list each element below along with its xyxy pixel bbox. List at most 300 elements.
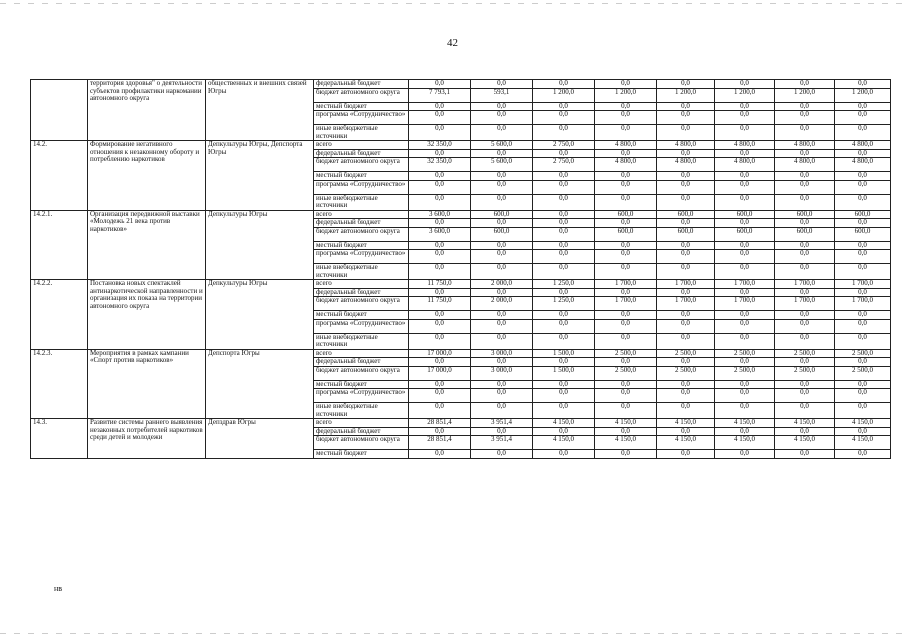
amount-cell: 0,0 (595, 319, 657, 333)
amount-cell: 0,0 (471, 80, 533, 89)
amount-cell: 0,0 (471, 102, 533, 111)
executor: Депкультуры Югры, Депспорта Югры (206, 141, 314, 211)
item-number: 14.2.3. (31, 349, 88, 419)
funding-source: федеральный бюджет (314, 219, 409, 228)
amount-cell: 0,0 (715, 241, 775, 250)
funding-source: бюджет автономного округа (314, 158, 409, 172)
amount-cell: 0,0 (595, 311, 657, 320)
funding-source: местный бюджет (314, 241, 409, 250)
amount-cell: 0,0 (657, 264, 715, 280)
amount-cell: 4 150,0 (595, 436, 657, 450)
amount-cell: 0,0 (595, 358, 657, 367)
amount-cell: 0,0 (835, 311, 891, 320)
amount-cell: 2 750,0 (533, 141, 595, 150)
amount-cell: 593,1 (471, 88, 533, 102)
footer-note: нв (54, 584, 63, 593)
table-row (31, 419, 891, 428)
amount-cell: 600,0 (835, 227, 891, 241)
amount-cell: 0,0 (595, 450, 657, 459)
amount-cell: 4 150,0 (533, 419, 595, 428)
amount-cell: 0,0 (835, 102, 891, 111)
amount-cell: 0,0 (715, 311, 775, 320)
amount-cell: 0,0 (533, 358, 595, 367)
amount-cell: 0,0 (471, 264, 533, 280)
amount-cell: 0,0 (657, 358, 715, 367)
funding-source: иные внебюджетные источники (314, 333, 409, 349)
amount-cell: 0,0 (775, 194, 835, 210)
amount-cell: 17 000,0 (409, 349, 471, 358)
amount-cell: 0,0 (471, 288, 533, 297)
amount-cell: 1 500,0 (533, 366, 595, 380)
amount-cell: 0,0 (471, 380, 533, 389)
amount-cell: 4 800,0 (657, 141, 715, 150)
amount-cell: 0,0 (657, 250, 715, 264)
amount-cell: 0,0 (409, 111, 471, 125)
amount-cell: 2 500,0 (595, 366, 657, 380)
amount-cell: 0,0 (835, 125, 891, 141)
amount-cell: 600,0 (657, 227, 715, 241)
table-row (31, 210, 891, 219)
amount-cell: 0,0 (471, 333, 533, 349)
funding-source: иные внебюджетные источники (314, 403, 409, 419)
amount-cell: 2 500,0 (595, 349, 657, 358)
funding-source: федеральный бюджет (314, 358, 409, 367)
executor: Депздрав Югры (206, 419, 314, 459)
amount-cell: 0,0 (715, 358, 775, 367)
funding-source: бюджет автономного округа (314, 297, 409, 311)
amount-cell: 0,0 (595, 111, 657, 125)
amount-cell: 0,0 (835, 380, 891, 389)
amount-cell: 0,0 (533, 102, 595, 111)
amount-cell: 0,0 (595, 427, 657, 436)
amount-cell: 2 500,0 (835, 349, 891, 358)
amount-cell: 4 800,0 (775, 141, 835, 150)
amount-cell: 4 800,0 (715, 158, 775, 172)
funding-source: программа «Сотрудничество» (314, 319, 409, 333)
amount-cell: 0,0 (775, 180, 835, 194)
amount-cell: 0,0 (471, 172, 533, 181)
amount-cell: 600,0 (715, 210, 775, 219)
amount-cell: 0,0 (775, 80, 835, 89)
amount-cell: 0,0 (657, 288, 715, 297)
amount-cell: 0,0 (775, 172, 835, 181)
amount-cell: 0,0 (657, 125, 715, 141)
amount-cell: 0,0 (715, 172, 775, 181)
amount-cell: 4 150,0 (533, 436, 595, 450)
amount-cell: 0,0 (409, 194, 471, 210)
amount-cell: 0,0 (533, 288, 595, 297)
amount-cell: 0,0 (775, 380, 835, 389)
amount-cell: 0,0 (409, 149, 471, 158)
funding-source: иные внебюджетные источники (314, 194, 409, 210)
amount-cell: 1 200,0 (715, 88, 775, 102)
executor: общественных и внешних связей Югры (206, 80, 314, 141)
amount-cell: 0,0 (835, 149, 891, 158)
funding-source: федеральный бюджет (314, 288, 409, 297)
amount-cell: 0,0 (533, 311, 595, 320)
amount-cell: 0,0 (533, 194, 595, 210)
amount-cell: 4 150,0 (775, 436, 835, 450)
amount-cell: 0,0 (775, 319, 835, 333)
amount-cell: 0,0 (533, 241, 595, 250)
amount-cell: 0,0 (595, 125, 657, 141)
amount-cell: 1 700,0 (775, 280, 835, 289)
funding-source: иные внебюджетные источники (314, 125, 409, 141)
amount-cell: 4 150,0 (715, 419, 775, 428)
amount-cell: 0,0 (595, 194, 657, 210)
amount-cell: 0,0 (409, 102, 471, 111)
amount-cell: 2 750,0 (533, 158, 595, 172)
amount-cell: 600,0 (595, 227, 657, 241)
amount-cell: 1 200,0 (657, 88, 715, 102)
amount-cell: 0,0 (775, 264, 835, 280)
amount-cell: 0,0 (471, 389, 533, 403)
amount-cell: 0,0 (657, 319, 715, 333)
amount-cell: 1 250,0 (533, 280, 595, 289)
amount-cell: 3 951,4 (471, 419, 533, 428)
funding-source: местный бюджет (314, 380, 409, 389)
amount-cell: 0,0 (715, 403, 775, 419)
amount-cell: 0,0 (533, 450, 595, 459)
amount-cell: 0,0 (409, 319, 471, 333)
amount-cell: 0,0 (715, 319, 775, 333)
amount-cell: 0,0 (533, 172, 595, 181)
funding-source: всего (314, 280, 409, 289)
amount-cell: 0,0 (471, 241, 533, 250)
amount-cell: 4 800,0 (657, 158, 715, 172)
amount-cell: 4 800,0 (715, 141, 775, 150)
amount-cell: 0,0 (471, 319, 533, 333)
amount-cell: 0,0 (835, 403, 891, 419)
amount-cell: 0,0 (715, 194, 775, 210)
funding-source: федеральный бюджет (314, 80, 409, 89)
amount-cell: 1 700,0 (715, 297, 775, 311)
amount-cell: 0,0 (409, 288, 471, 297)
amount-cell: 0,0 (657, 194, 715, 210)
amount-cell: 4 150,0 (715, 436, 775, 450)
amount-cell: 0,0 (835, 80, 891, 89)
amount-cell: 0,0 (657, 149, 715, 158)
amount-cell: 0,0 (715, 111, 775, 125)
amount-cell: 11 750,0 (409, 297, 471, 311)
amount-cell: 3 000,0 (471, 366, 533, 380)
amount-cell: 0,0 (533, 389, 595, 403)
funding-source: бюджет автономного округа (314, 88, 409, 102)
amount-cell: 0,0 (595, 149, 657, 158)
amount-cell: 0,0 (715, 264, 775, 280)
amount-cell: 0,0 (715, 250, 775, 264)
amount-cell: 0,0 (715, 180, 775, 194)
amount-cell: 4 150,0 (835, 419, 891, 428)
amount-cell: 1 700,0 (595, 280, 657, 289)
amount-cell: 0,0 (657, 333, 715, 349)
amount-cell: 1 700,0 (835, 280, 891, 289)
amount-cell: 4 150,0 (595, 419, 657, 428)
amount-cell: 0,0 (715, 333, 775, 349)
amount-cell: 0,0 (657, 403, 715, 419)
amount-cell: 0,0 (409, 250, 471, 264)
amount-cell: 1 500,0 (533, 349, 595, 358)
amount-cell: 0,0 (775, 358, 835, 367)
amount-cell: 4 150,0 (835, 436, 891, 450)
amount-cell: 4 800,0 (775, 158, 835, 172)
amount-cell: 0,0 (533, 250, 595, 264)
activity-name: территория здоровья" о деятельности субъектов профилактики наркомании автономного округа (88, 80, 206, 141)
amount-cell: 600,0 (657, 210, 715, 219)
amount-cell: 3 000,0 (471, 349, 533, 358)
amount-cell: 0,0 (471, 194, 533, 210)
amount-cell: 0,0 (835, 288, 891, 297)
amount-cell: 0,0 (595, 389, 657, 403)
funding-source: бюджет автономного округа (314, 366, 409, 380)
amount-cell: 0,0 (471, 311, 533, 320)
funding-source: всего (314, 349, 409, 358)
amount-cell: 600,0 (835, 210, 891, 219)
amount-cell: 0,0 (657, 241, 715, 250)
amount-cell: 0,0 (775, 403, 835, 419)
amount-cell: 0,0 (533, 80, 595, 89)
amount-cell: 0,0 (471, 403, 533, 419)
funding-source: всего (314, 419, 409, 428)
amount-cell: 28 851,4 (409, 436, 471, 450)
amount-cell: 4 800,0 (835, 141, 891, 150)
amount-cell: 0,0 (835, 427, 891, 436)
amount-cell: 0,0 (835, 194, 891, 210)
amount-cell: 0,0 (409, 427, 471, 436)
amount-cell: 0,0 (533, 149, 595, 158)
executor: Депкультуры Югры (206, 210, 314, 280)
executor: Депспорта Югры (206, 349, 314, 419)
amount-cell: 0,0 (533, 210, 595, 219)
amount-cell: 1 700,0 (657, 297, 715, 311)
amount-cell: 0,0 (775, 288, 835, 297)
amount-cell: 0,0 (409, 125, 471, 141)
amount-cell: 1 700,0 (775, 297, 835, 311)
amount-cell: 0,0 (409, 333, 471, 349)
amount-cell: 3 600,0 (409, 210, 471, 219)
executor: Депкультуры Югры (206, 280, 314, 350)
activity-name: Мероприятия в рамках кампании «Спорт против наркотиков» (88, 349, 206, 419)
funding-source: местный бюджет (314, 311, 409, 320)
amount-cell: 0,0 (533, 227, 595, 241)
amount-cell: 600,0 (775, 227, 835, 241)
amount-cell: 1 200,0 (533, 88, 595, 102)
amount-cell: 5 600,0 (471, 141, 533, 150)
table-row (31, 280, 891, 289)
amount-cell: 0,0 (471, 125, 533, 141)
amount-cell: 0,0 (409, 180, 471, 194)
amount-cell: 0,0 (715, 102, 775, 111)
amount-cell: 0,0 (715, 125, 775, 141)
funding-source: программа «Сотрудничество» (314, 111, 409, 125)
amount-cell: 0,0 (715, 427, 775, 436)
amount-cell: 0,0 (657, 102, 715, 111)
table-row (31, 141, 891, 150)
amount-cell: 0,0 (471, 111, 533, 125)
amount-cell: 0,0 (835, 250, 891, 264)
funding-source: программа «Сотрудничество» (314, 180, 409, 194)
amount-cell: 4 150,0 (775, 419, 835, 428)
amount-cell: 0,0 (595, 250, 657, 264)
amount-cell: 0,0 (471, 219, 533, 228)
funding-source: всего (314, 141, 409, 150)
amount-cell: 4 800,0 (835, 158, 891, 172)
amount-cell: 0,0 (835, 333, 891, 349)
amount-cell: 0,0 (595, 102, 657, 111)
amount-cell: 0,0 (835, 389, 891, 403)
amount-cell: 0,0 (775, 241, 835, 250)
amount-cell: 0,0 (471, 427, 533, 436)
activity-name: Постановка новых спектаклей антинаркотической направленности и организация их показа на территории автономного округа (88, 280, 206, 350)
funding-source: программа «Сотрудничество» (314, 250, 409, 264)
amount-cell: 0,0 (835, 264, 891, 280)
amount-cell: 2 500,0 (775, 349, 835, 358)
amount-cell: 0,0 (775, 149, 835, 158)
item-number: 14.2. (31, 141, 88, 211)
amount-cell: 0,0 (657, 80, 715, 89)
amount-cell: 0,0 (533, 264, 595, 280)
amount-cell: 0,0 (775, 389, 835, 403)
amount-cell: 4 800,0 (595, 141, 657, 150)
amount-cell: 0,0 (471, 250, 533, 264)
amount-cell: 0,0 (471, 358, 533, 367)
item-number (31, 80, 88, 141)
amount-cell: 0,0 (835, 241, 891, 250)
amount-cell: 0,0 (409, 380, 471, 389)
amount-cell: 0,0 (533, 219, 595, 228)
budget-table-body (31, 80, 891, 459)
amount-cell: 28 851,4 (409, 419, 471, 428)
amount-cell: 4 150,0 (657, 436, 715, 450)
amount-cell: 0,0 (409, 389, 471, 403)
amount-cell: 1 250,0 (533, 297, 595, 311)
amount-cell: 0,0 (409, 172, 471, 181)
amount-cell: 0,0 (657, 311, 715, 320)
amount-cell: 2 500,0 (657, 349, 715, 358)
item-number: 14.2.2. (31, 280, 88, 350)
funding-source: местный бюджет (314, 450, 409, 459)
amount-cell: 1 200,0 (835, 88, 891, 102)
amount-cell: 7 793,1 (409, 88, 471, 102)
funding-source: бюджет автономного округа (314, 227, 409, 241)
amount-cell: 0,0 (471, 450, 533, 459)
amount-cell: 600,0 (471, 210, 533, 219)
amount-cell: 0,0 (471, 180, 533, 194)
amount-cell: 0,0 (835, 172, 891, 181)
amount-cell: 0,0 (715, 80, 775, 89)
amount-cell: 0,0 (715, 219, 775, 228)
amount-cell: 5 600,0 (471, 158, 533, 172)
amount-cell: 600,0 (595, 210, 657, 219)
amount-cell: 0,0 (409, 241, 471, 250)
funding-source: бюджет автономного округа (314, 436, 409, 450)
amount-cell: 0,0 (775, 219, 835, 228)
amount-cell: 0,0 (775, 250, 835, 264)
amount-cell: 600,0 (775, 210, 835, 219)
amount-cell: 0,0 (657, 180, 715, 194)
amount-cell: 1 700,0 (657, 280, 715, 289)
amount-cell: 0,0 (595, 403, 657, 419)
amount-cell: 0,0 (595, 241, 657, 250)
amount-cell: 0,0 (835, 111, 891, 125)
amount-cell: 0,0 (715, 380, 775, 389)
amount-cell: 0,0 (409, 219, 471, 228)
amount-cell: 0,0 (835, 319, 891, 333)
amount-cell: 4 800,0 (595, 158, 657, 172)
amount-cell: 0,0 (595, 264, 657, 280)
amount-cell: 0,0 (533, 111, 595, 125)
amount-cell: 32 350,0 (409, 141, 471, 150)
budget-table-wrapper (30, 79, 890, 459)
amount-cell: 0,0 (657, 380, 715, 389)
amount-cell: 2 500,0 (835, 366, 891, 380)
table-row (31, 80, 891, 89)
amount-cell: 1 700,0 (715, 280, 775, 289)
amount-cell: 0,0 (715, 149, 775, 158)
activity-name: Развитие системы раннего выявления незаконных потребителей наркотиков среди детей и молодежи (88, 419, 206, 459)
item-number: 14.3. (31, 419, 88, 459)
amount-cell: 0,0 (775, 111, 835, 125)
amount-cell: 0,0 (595, 333, 657, 349)
amount-cell: 0,0 (775, 427, 835, 436)
amount-cell: 0,0 (533, 427, 595, 436)
amount-cell: 0,0 (657, 450, 715, 459)
amount-cell: 1 200,0 (595, 88, 657, 102)
amount-cell: 0,0 (409, 80, 471, 89)
amount-cell: 0,0 (533, 319, 595, 333)
amount-cell: 0,0 (835, 358, 891, 367)
amount-cell: 0,0 (595, 180, 657, 194)
amount-cell: 600,0 (471, 227, 533, 241)
amount-cell: 0,0 (657, 172, 715, 181)
amount-cell: 0,0 (835, 219, 891, 228)
amount-cell: 3 951,4 (471, 436, 533, 450)
amount-cell: 2 500,0 (657, 366, 715, 380)
amount-cell: 0,0 (595, 380, 657, 389)
funding-source: программа «Сотрудничество» (314, 389, 409, 403)
amount-cell: 2 500,0 (775, 366, 835, 380)
amount-cell: 2 500,0 (715, 366, 775, 380)
activity-name: Организация передвижной выставки «Молодежь 21 века против наркотиков» (88, 210, 206, 280)
amount-cell: 0,0 (595, 172, 657, 181)
funding-source: федеральный бюджет (314, 427, 409, 436)
item-number: 14.2.1. (31, 210, 88, 280)
amount-cell: 0,0 (533, 333, 595, 349)
amount-cell: 0,0 (533, 180, 595, 194)
amount-cell: 0,0 (595, 80, 657, 89)
funding-source: местный бюджет (314, 102, 409, 111)
amount-cell: 0,0 (775, 125, 835, 141)
amount-cell: 0,0 (533, 380, 595, 389)
amount-cell: 0,0 (775, 102, 835, 111)
amount-cell: 0,0 (835, 180, 891, 194)
amount-cell: 0,0 (657, 389, 715, 403)
amount-cell: 1 700,0 (835, 297, 891, 311)
amount-cell: 0,0 (595, 288, 657, 297)
page-number: 42 (447, 37, 458, 49)
activity-name: Формирование негативного отношения к незаконному обороту и потреблению наркотиков (88, 141, 206, 211)
amount-cell: 11 750,0 (409, 280, 471, 289)
amount-cell: 0,0 (775, 333, 835, 349)
amount-cell: 32 350,0 (409, 158, 471, 172)
amount-cell: 0,0 (715, 389, 775, 403)
amount-cell: 17 000,0 (409, 366, 471, 380)
amount-cell: 2 500,0 (715, 349, 775, 358)
amount-cell: 3 600,0 (409, 227, 471, 241)
funding-source: местный бюджет (314, 172, 409, 181)
table-row (31, 349, 891, 358)
amount-cell: 0,0 (409, 264, 471, 280)
